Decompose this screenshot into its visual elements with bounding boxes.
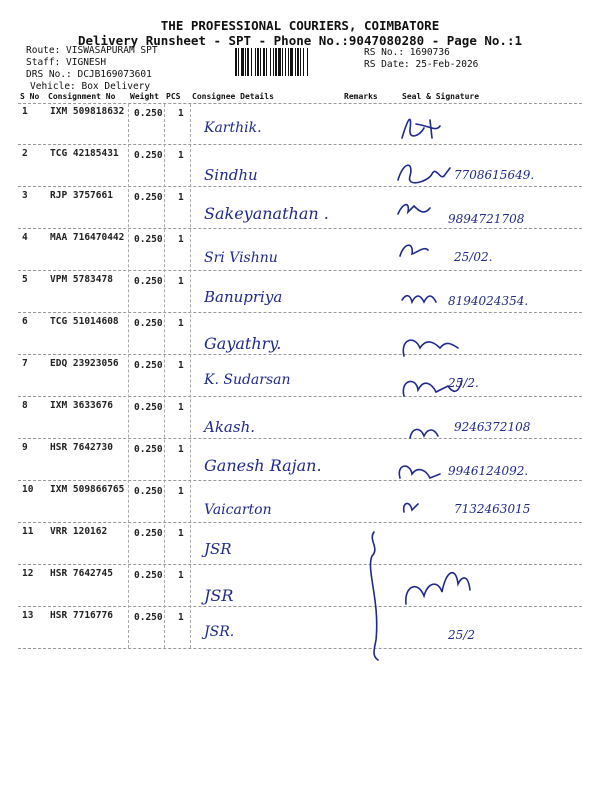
row-pieces: 1 (178, 108, 184, 119)
row-consignment-number: VPM 5783478 (50, 274, 113, 285)
row-serial-number: 4 (22, 232, 28, 243)
row-weight: 0.250 (134, 486, 163, 497)
row-weight: 0.250 (134, 234, 163, 245)
row-consignment-number: VRR 120162 (50, 526, 108, 537)
row-weight: 0.250 (134, 528, 163, 539)
row-consignment-number: HSR 7716776 (50, 610, 113, 621)
row-consignment-number: MAA 716470442 (50, 232, 125, 243)
row-pieces: 1 (178, 318, 184, 329)
row-serial-number: 3 (22, 190, 28, 201)
row-consignee-name: Sakeyanathan . (204, 204, 329, 223)
row-weight: 0.250 (134, 276, 163, 287)
row-weight: 0.250 (134, 570, 163, 581)
row-consignment-number: EDQ 23923056 (50, 358, 119, 369)
row-consignment-number: IXM 3633676 (50, 400, 113, 411)
column-header-signature: Seal & Signature (402, 92, 480, 101)
row-remark-note: 25/2 (448, 628, 475, 642)
document-subtitle: Delivery Runsheet - SPT - Phone No.:9047080280 - Page No.:1 (77, 33, 522, 48)
row-consignee-name: Banupriya (204, 288, 283, 306)
column-header-sno: S No (20, 92, 40, 101)
row-consignment-number: TCG 42185431 (50, 148, 119, 159)
column-header-consignment: Consignment No (48, 92, 116, 101)
drs-number: DRS No.: DCJB169073601 (26, 69, 152, 80)
row-serial-number: 8 (22, 400, 28, 411)
row-consignee-name: Karthik. (204, 120, 262, 136)
row-serial-number: 2 (22, 148, 28, 159)
row-remark-note: 9894721708 (448, 212, 525, 226)
row-consignee-name: Gayathry. (204, 334, 282, 353)
remarks-bracket (370, 532, 378, 660)
row-remark-note: 25/2. (448, 376, 479, 390)
row-pieces: 1 (178, 150, 184, 161)
row-serial-number: 12 (22, 568, 34, 579)
row-consignment-number: HSR 7642730 (50, 442, 113, 453)
document-title: THE PROFESSIONAL COURIERS, COIMBATORE (160, 18, 440, 33)
signature-row-8 (410, 429, 438, 438)
row-consignee-name: Sindhu (204, 166, 258, 184)
row-remark-note: 9246372108 (454, 420, 531, 434)
signature-row-9 (399, 466, 440, 478)
row-consignee-name: Sri Vishnu (204, 250, 278, 266)
row-pieces: 1 (178, 612, 184, 623)
row-consignment-number: IXM 509866765 (50, 484, 125, 495)
row-consignment-number: TCG 51014608 (50, 316, 119, 327)
row-serial-number: 13 (22, 610, 34, 621)
rs-date: RS Date: 25-Feb-2026 (364, 59, 479, 70)
row-weight: 0.250 (134, 612, 163, 623)
signature-row-7 (403, 380, 462, 396)
row-pieces: 1 (178, 486, 184, 497)
row-weight: 0.250 (134, 402, 163, 413)
row-remark-note: 7132463015 (454, 502, 531, 516)
staff-label: Staff: VIGNESH (26, 57, 107, 68)
row-remark-note: 7708615649. (454, 168, 535, 182)
signature-row-3 (398, 205, 430, 214)
row-pieces: 1 (178, 528, 184, 539)
rs-number: RS No.: 1690736 (364, 47, 450, 58)
row-pieces: 1 (178, 276, 184, 287)
row-pieces: 1 (178, 192, 184, 203)
signature-row-4 (400, 245, 428, 256)
row-serial-number: 11 (22, 526, 34, 537)
row-weight: 0.250 (134, 192, 163, 203)
row-pieces: 1 (178, 402, 184, 413)
row-consignee-name: K. Sudarsan (204, 372, 291, 388)
column-header-pcs: PCS (166, 92, 181, 101)
row-consignment-number: IXM 509818632 (50, 106, 125, 117)
row-weight: 0.250 (134, 360, 163, 371)
signature-row-2 (398, 165, 450, 183)
row-weight: 0.250 (134, 150, 163, 161)
signature-row-5 (402, 296, 436, 302)
vehicle-label: Vehicle: Box Delivery (30, 81, 151, 92)
row-pieces: 1 (178, 360, 184, 371)
row-serial-number: 5 (22, 274, 28, 285)
signature-row-1 (402, 119, 440, 138)
column-header-remarks: Remarks (344, 92, 378, 101)
signature-row-11-13 (406, 573, 470, 604)
signature-row-10 (404, 503, 418, 512)
column-header-weight: Weight (130, 92, 159, 101)
row-remark-note: 25/02. (454, 250, 493, 264)
row-serial-number: 7 (22, 358, 28, 369)
row-consignment-number: HSR 7642745 (50, 568, 113, 579)
row-serial-number: 6 (22, 316, 28, 327)
signature-row-6 (403, 340, 458, 356)
column-header-consignee: Consignee Details (192, 92, 274, 101)
row-serial-number: 10 (22, 484, 34, 495)
row-remark-note: 9946124092. (448, 464, 529, 478)
row-consignment-number: RJP 3757661 (50, 190, 113, 201)
row-consignee-name: Ganesh Rajan. (204, 456, 322, 475)
row-pieces: 1 (178, 234, 184, 245)
row-weight: 0.250 (134, 108, 163, 119)
row-weight: 0.250 (134, 318, 163, 329)
row-pieces: 1 (178, 444, 184, 455)
row-weight: 0.250 (134, 444, 163, 455)
row-pieces: 1 (178, 570, 184, 581)
row-consignee-name: JSR (204, 540, 232, 558)
row-serial-number: 1 (22, 106, 28, 117)
route-label: Route: VISWASAPURAM SPT (26, 45, 158, 56)
row-serial-number: 9 (22, 442, 28, 453)
row-consignee-name: Vaicarton (204, 502, 272, 518)
row-consignee-name: JSR (204, 586, 234, 605)
row-consignee-name: Akash. (204, 418, 255, 436)
row-consignee-name: JSR. (204, 624, 235, 640)
row-remark-note: 8194024354. (448, 294, 529, 308)
